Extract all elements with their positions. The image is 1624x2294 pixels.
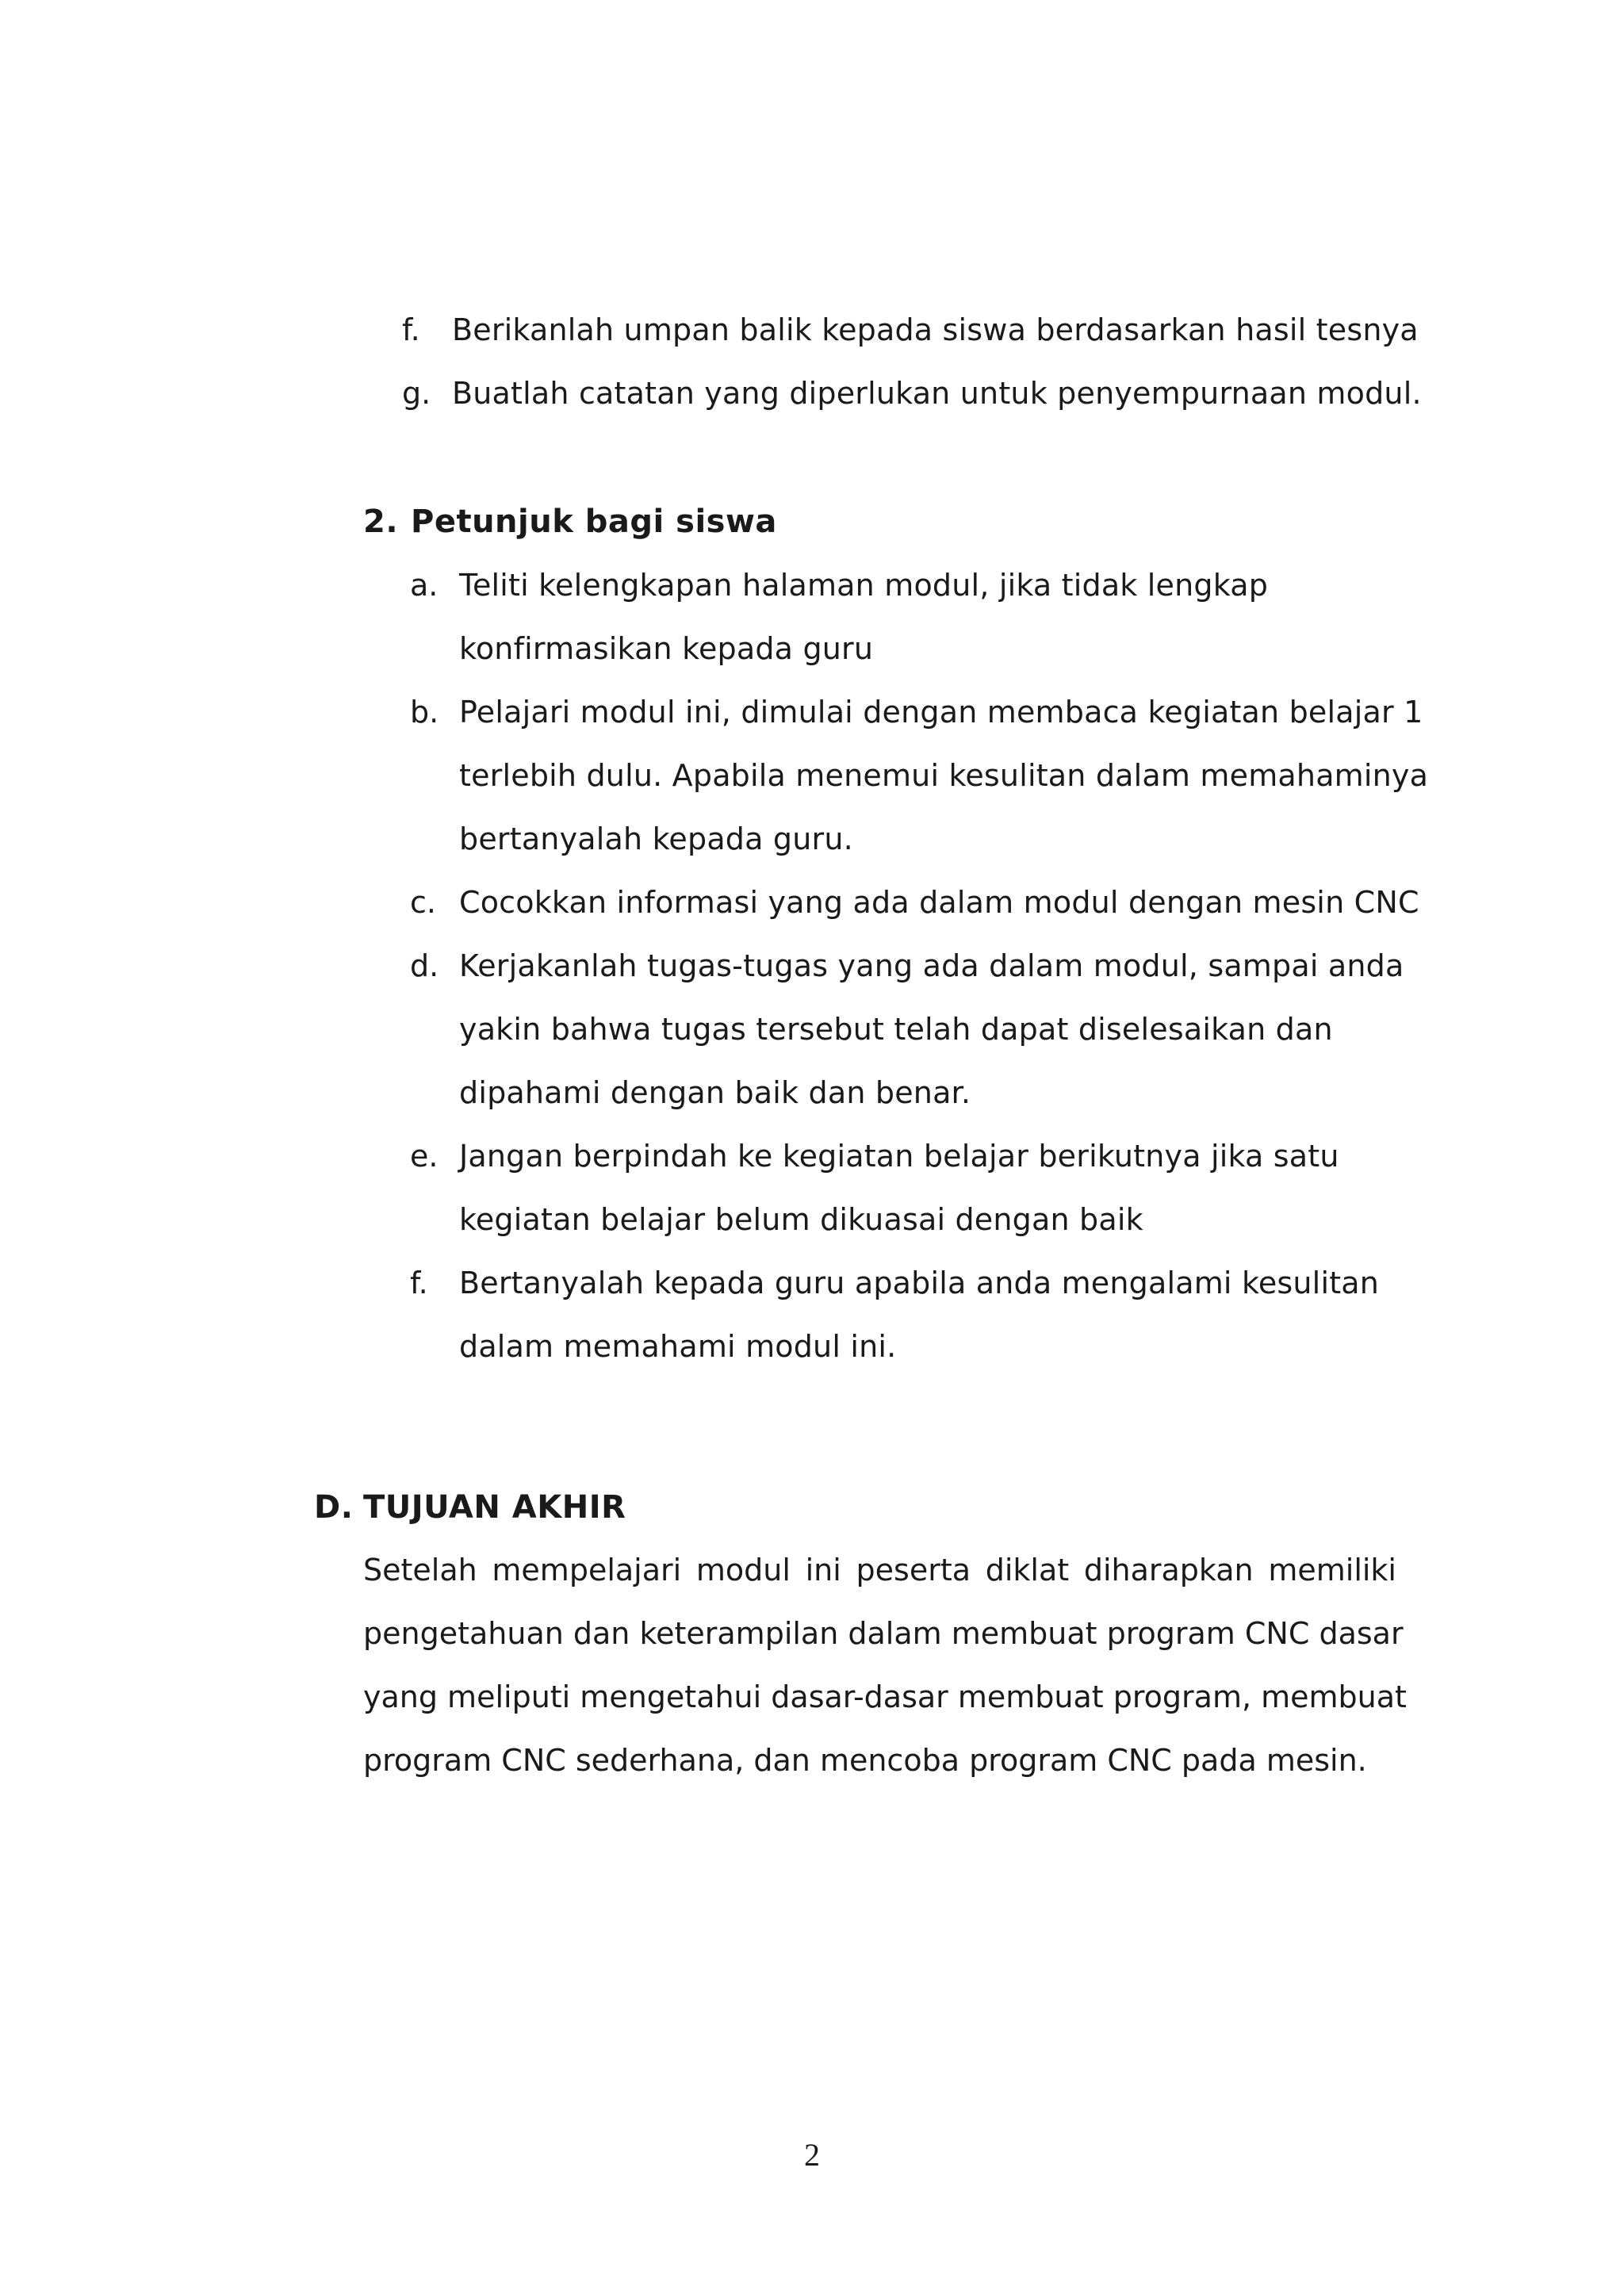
list-marker: f. <box>410 1266 428 1300</box>
paragraph-line: yang meliputi mengetahui dasar-dasar membuat program, membuat <box>363 1679 1407 1714</box>
paragraph-line: Setelah mempelajari modul ini peserta diklat diharapkan memiliki <box>363 1553 1396 1587</box>
list-item-text: Jangan berpindah ke kegiatan belajar berikutnya jika satu <box>459 1139 1339 1174</box>
section-title: TUJUAN AKHIR <box>363 1489 626 1526</box>
list-item-text: Buatlah catatan yang diperlukan untuk penyempurnaan modul. <box>452 376 1422 411</box>
section-letter: D. <box>314 1489 354 1526</box>
list-marker: a. <box>410 568 439 603</box>
list-item-text: Bertanyalah kepada guru apabila anda mengalami kesulitan <box>459 1266 1380 1300</box>
list-item-text: bertanyalah kepada guru. <box>459 821 853 856</box>
list-item-text: konfirmasikan kepada guru <box>459 631 874 666</box>
paragraph-line: pengetahuan dan keterampilan dalam membuat program CNC dasar <box>363 1616 1404 1651</box>
list-marker: g. <box>402 376 431 411</box>
list-item-text: Teliti kelengkapan halaman modul, jika tidak lengkap <box>459 568 1269 603</box>
list-marker: c. <box>410 885 436 920</box>
paragraph-line: program CNC sederhana, dan mencoba program CNC pada mesin. <box>363 1743 1367 1778</box>
list-item-text: kegiatan belajar belum dikuasai dengan baik <box>459 1202 1143 1237</box>
section-number: 2. <box>363 504 399 540</box>
page-number: 2 <box>804 2137 820 2173</box>
list-item-text: terlebih dulu. Apabila menemui kesulitan dalam memahaminya <box>459 758 1429 793</box>
list-item-text: dipahami dengan baik dan benar. <box>459 1075 971 1110</box>
list-marker: e. <box>410 1139 439 1174</box>
list-item-text: dalam memahami modul ini. <box>459 1329 897 1364</box>
list-item-text: Kerjakanlah tugas-tugas yang ada dalam modul, sampai anda <box>459 948 1404 983</box>
list-item-text: Pelajari modul ini, dimulai dengan membaca kegiatan belajar 1 <box>459 695 1423 730</box>
list-marker: f. <box>402 312 420 347</box>
list-marker: d. <box>410 948 439 983</box>
section-title: Petunjuk bagi siswa <box>411 504 777 540</box>
list-item-text: Berikanlah umpan balik kepada siswa berdasarkan hasil tesnya <box>452 312 1419 347</box>
list-item-text: Cocokkan informasi yang ada dalam modul dengan mesin CNC <box>459 885 1419 920</box>
list-item-text: yakin bahwa tugas tersebut telah dapat diselesaikan dan <box>459 1012 1333 1047</box>
list-marker: b. <box>410 695 439 730</box>
